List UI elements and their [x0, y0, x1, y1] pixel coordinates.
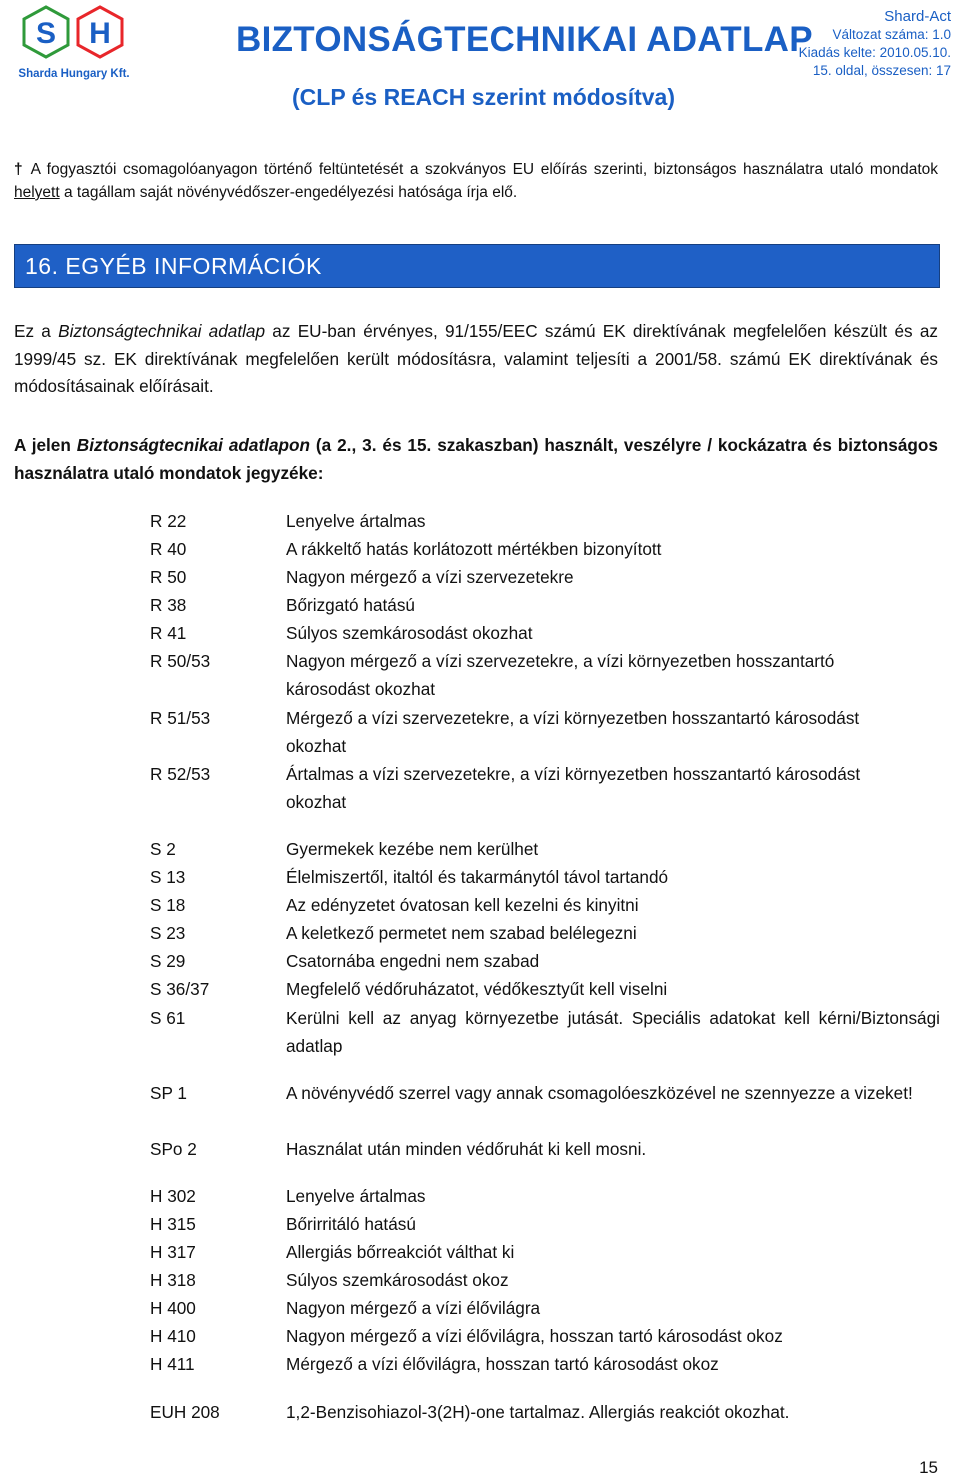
version-number: Változat száma: 1.0: [832, 27, 951, 42]
phrase-code: R 51/53: [150, 708, 211, 728]
phrase-code: S 18: [150, 895, 186, 915]
heading-text-2: (a 2., 3. és 15. szakaszban) használt, veszélyre / kockázatra és biztonságos használatra utaló mondatok jegyzéke:: [14, 435, 938, 483]
phrase-text: Gyermekek kezébe nem kerülhet: [286, 839, 539, 859]
phrase-code: S 36/37: [150, 979, 210, 999]
phrase-code: SPo 2: [150, 1139, 197, 1159]
phrase-code: S 23: [150, 923, 186, 943]
note-underlined-word: helyett: [14, 184, 60, 201]
phrase-text: Allergiás bőrreakciót válthat ki: [286, 1242, 515, 1262]
footnote-text: [14, 158, 938, 204]
phrase-code: S 61: [150, 1008, 186, 1028]
page-number: 15: [919, 1458, 938, 1477]
phrase-code: H 410: [150, 1326, 196, 1346]
phrase-text: 1,2-Benzisohiazol-3(2H)-one tartalmaz. Allergiás reakciót okozhat.: [286, 1402, 790, 1422]
company-logo: [12, 4, 142, 86]
phrase-text: Ártalmas a vízi szervezetekre, a vízi környezetben hosszantartó károsodást okozhat: [286, 764, 861, 812]
phrase-text: Mérgező a vízi szervezetekre, a vízi környezetben hosszantartó károsodást okozhat: [286, 708, 860, 756]
heading-text-1: A jelen: [14, 435, 77, 455]
phrase-text: Mérgező a vízi élővilágra, hosszan tartó károsodást okoz: [286, 1354, 719, 1374]
intro-paragraph: [14, 318, 938, 401]
logo-letter-h: H: [89, 17, 111, 50]
phrase-code: R 22: [150, 511, 187, 531]
phrase-code: R 38: [150, 595, 187, 615]
phrase-code: H 411: [150, 1354, 195, 1374]
phrase-code: R 41: [150, 623, 187, 643]
phrase-text: Nagyon mérgező a vízi élővilágra: [286, 1298, 541, 1318]
phrase-text: Élelmiszertől, italtól és takarmánytól távol tartandó: [286, 867, 669, 887]
phrase-code: R 40: [150, 539, 187, 559]
phrase-code: H 315: [150, 1214, 196, 1234]
phrase-text: Nagyon mérgező a vízi szervezetekre: [286, 567, 574, 587]
note-text-1: A fogyasztói csomagolóanyagon történő feltüntetését a szokványos EU előírás szerinti, biztonságos használatra utaló mondatok: [24, 161, 938, 178]
section-header-bar: [14, 244, 940, 288]
phrase-text: Csatornába engedni nem szabad: [286, 951, 540, 971]
phrase-code: H 400: [150, 1298, 196, 1318]
phrase-text: Súlyos szemkárosodást okozhat: [286, 623, 533, 643]
phrase-code: S 29: [150, 951, 186, 971]
phrase-code: EUH 208: [150, 1402, 220, 1422]
phrase-list-heading: [14, 432, 938, 487]
intro-text-2: az EU-ban érvényes, 91/155/EEC számú EK direktívának megfelelően készült és az 1999/45 sz. EK direktívának megfelelően került módosításra, valamint teljesíti a 2001/58. számú EK direktívának és módosításainak előírásait.: [14, 321, 938, 396]
product-name: Shard-Act: [884, 8, 951, 25]
phrase-text: Súlyos szemkárosodást okoz: [286, 1270, 509, 1290]
phrase-code: S 2: [150, 839, 176, 859]
phrase-text: A növényvédő szerrel vagy annak csomagolóeszközével ne szennyezze a vizeket!: [286, 1083, 913, 1103]
intro-text-1: Ez a: [14, 321, 59, 341]
phrase-text: Bőrizgató hatású: [286, 595, 415, 615]
phrase-text: Az edényzetet óvatosan kell kezelni és kinyitni: [286, 895, 639, 915]
phrase-text: Lenyelve ártalmas: [286, 511, 426, 531]
intro-italic: Biztonságtechnikai adatlap: [58, 321, 266, 341]
phrase-text: Megfelelő védőruházatot, védőkesztyűt kell viselni: [286, 979, 668, 999]
phrase-code: SP 1: [150, 1083, 187, 1103]
document-meta: [799, 8, 951, 80]
logo-caption: Sharda Hungary Kft.: [18, 68, 130, 80]
logo-letter-s: S: [35, 17, 57, 50]
issue-date: Kiadás kelte: 2010.05.10.: [798, 45, 951, 60]
heading-italic: Biztonságtecnikai adatlapon: [76, 435, 310, 455]
page-info: 15. oldal, összesen: 17: [812, 63, 951, 78]
phrase-code: H 318: [150, 1270, 196, 1290]
section-title: 16. EGYÉB INFORMÁCIÓK: [25, 252, 322, 279]
phrase-text: Kerülni kell az anyag környezetbe jutását. Speciális adatokat kell kérni/Biztonsági adatlap: [286, 1008, 940, 1056]
phrase-code: R 50/53: [150, 651, 211, 671]
note-text-2: a tagállam saját növényvédőszer-engedélyezési hatósága írja elő.: [59, 184, 518, 201]
phrase-code: H 317: [150, 1242, 196, 1262]
phrase-text: Nagyon mérgező a vízi élővilágra, hosszan tartó károsodást okoz: [286, 1326, 783, 1346]
phrase-text: Használat után minden védőruhát ki kell mosni.: [286, 1139, 647, 1159]
phrase-code: R 52/53: [150, 764, 211, 784]
phrase-text: Bőrirritáló hatású: [286, 1214, 416, 1234]
document-subtitle: (CLP és REACH szerint módosítva): [292, 84, 675, 110]
phrase-code: H 302: [150, 1186, 196, 1206]
phrase-code: R 50: [150, 567, 187, 587]
phrase-text: A keletkező permetet nem szabad belélegezni: [286, 923, 637, 943]
dagger-mark: †: [14, 161, 25, 178]
phrase-code: S 13: [150, 867, 186, 887]
phrase-text: A rákkeltő hatás korlátozott mértékben bizonyított: [286, 539, 662, 559]
phrase-text: Nagyon mérgező a vízi szervezetekre, a vízi környezetben hosszantartó károsodást okozhat: [286, 651, 835, 699]
phrase-text: Lenyelve ártalmas: [286, 1186, 426, 1206]
document-title: BIZTONSÁGTECHNIKAI ADATLAP: [236, 20, 813, 59]
